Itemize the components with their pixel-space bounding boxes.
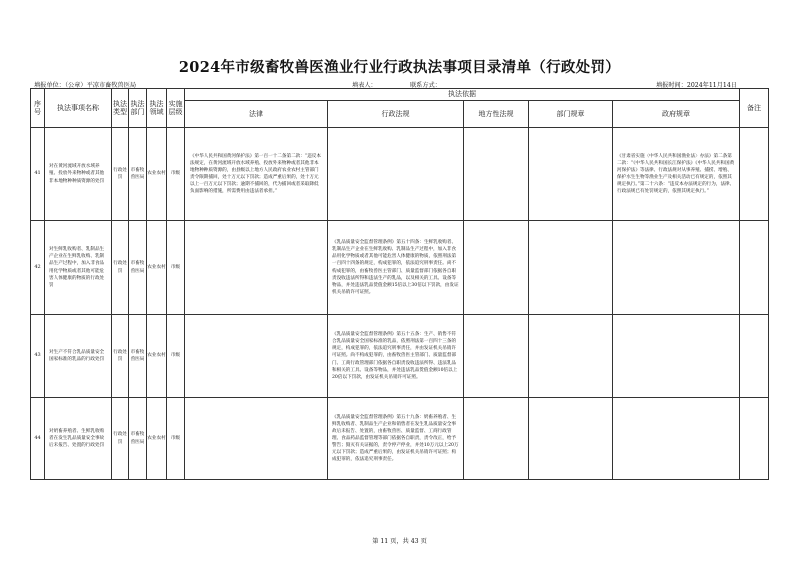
row-admin-reg: 《乳品质量安全监督管理条例》第五十九条：奶畜养殖者、生鲜乳收购者、乳制品生产企业和销售者在发生乳品质量安全事故后未报告、处置的，由畜牧兽医、质量监督、工商行政管理、食品药品监督管理等部门依据各自职责，责令改正，给予警告；毁灭有关证据的，责令停产停业，并处10万元以上20万元以下罚款；造成严重后果的，由发证机关吊销许可证照；构成犯罪的，依法追究刑事责任。 (328, 398, 464, 480)
header-local-reg: 地方性法规 (464, 101, 529, 128)
header-seq: 序号 (31, 89, 45, 128)
table-row (31, 398, 769, 480)
table-row (31, 315, 769, 398)
row-type: 行政处罚 (112, 128, 129, 221)
header-level: 实施层级 (167, 89, 185, 128)
row-level: 市级 (167, 128, 185, 221)
row-seq: 43 (31, 315, 45, 398)
header-law: 法律 (185, 101, 328, 128)
header-dept: 执法部门 (129, 89, 147, 128)
row-level: 市级 (167, 398, 185, 480)
header-item-name: 执法事项名称 (45, 89, 112, 128)
row-gov-rule: 《甘肃省实施〈中华人民共和国渔业法〉办法》第二条第二款：“《中华人民共和国长江保护法》《中华人民共和国黄河保护法》等法律、行政法规对从事养殖、捕捞、增殖、保护水生生物等渔业生产及相关活动已有规定的，依照其规定执行。”第二十六条：“违反本办法规定的行为，法律、行政法规已有处罚规定的，依照其规定执行。” (613, 128, 740, 221)
row-remark (740, 315, 769, 398)
row-admin-reg: 《乳品质量安全监督管理条例》第五十五条：生产、销售不符合乳品质量安全国家标准的乳品，依照刑法第一百四十三条的规定，构成犯罪的，依法追究刑事责任，并由发证机关吊销许可证照。尚不构成犯罪的，由畜牧兽医主管部门、质量监督部门、工商行政管理部门依据各自职责没收违法所得、违法乳品和相关的工具、设备等物品，并处违法乳品货值金额10倍以上20倍以下罚款，由发证机关吊销许可证照。 (328, 315, 464, 398)
contact-label: 联系方式： (410, 82, 441, 89)
row-law (185, 315, 328, 398)
row-field: 农业农村 (147, 398, 167, 480)
row-gov-rule (613, 221, 740, 315)
enforcement-table (30, 88, 769, 480)
row-field: 农业农村 (147, 128, 167, 221)
row-seq: 44 (31, 398, 45, 480)
row-type: 行政处罚 (112, 221, 129, 315)
table-row (31, 221, 769, 315)
row-item-name: 对奶畜养殖者、生鲜乳收购者在发生乳品质量安全事故后未报告、处置的行政处罚 (45, 398, 112, 480)
row-gov-rule (613, 398, 740, 480)
row-item-name: 对生产不符合乳品质量安全国家标准的乳品的行政处罚 (45, 315, 112, 398)
row-field: 农业农村 (147, 221, 167, 315)
row-level: 市级 (167, 221, 185, 315)
reporting-unit: 填报单位：（公章）平凉市畜牧兽医局 (34, 82, 137, 89)
header-dept-rule: 部门规章 (529, 101, 613, 128)
row-admin-reg (328, 128, 464, 221)
row-local-reg (464, 128, 529, 221)
row-item-name: 对生鲜乳收购者、乳制品生产企业在生鲜乳收购、乳制品生产过程中，加入非食品用化学物质或者其他可能危害人体健康的物质的行政处罚 (45, 221, 112, 315)
filler-label: 填表人： (352, 82, 377, 89)
row-law: 《中华人民共和国黄河保护法》第一百一十二条第二款：“违反本法规定，在黄河流域开放水域养殖、投放外来物种或者其他非本地物种种质资源的，由县级以上地方人民政府农业农村主管部门责令限期捕回，处十万元以下罚款；造成严重后果的，处十万元以上一百万元以下罚款；逾期不捕回的，代为捕回或者采取降低负面影响的措施，所需费用由违法者承担。” (185, 128, 328, 221)
row-dept: 市畜牧兽医局 (129, 398, 147, 480)
page-number: 第 11 页，共 43 页 (372, 538, 427, 545)
header-type: 执法类型 (112, 89, 129, 128)
row-dept-rule (529, 398, 613, 480)
row-dept: 市畜牧兽医局 (129, 128, 147, 221)
header-field: 执法领域 (147, 89, 167, 128)
report-date: 填报时间：2024年11月14日 (656, 82, 737, 89)
header-admin-reg: 行政法规 (328, 101, 464, 128)
row-dept: 市畜牧兽医局 (129, 221, 147, 315)
row-dept-rule (529, 315, 613, 398)
row-type: 行政处罚 (112, 398, 129, 480)
row-seq: 42 (31, 221, 45, 315)
row-item-name: 对在黄河流域开放水域养殖、投放外来物种或者其他非本地物种种质资源的处罚 (45, 128, 112, 221)
header-basis: 执法依据 (185, 89, 740, 101)
row-level: 市级 (167, 315, 185, 398)
row-gov-rule (613, 315, 740, 398)
row-field: 农业农村 (147, 315, 167, 398)
row-law (185, 221, 328, 315)
row-local-reg (464, 315, 529, 398)
row-admin-reg: 《乳品质量安全监督管理条例》第五十四条：生鲜乳收购者、乳制品生产企业在生鲜乳收购、乳制品生产过程中，加入非食品用化学物质或者其他可能危害人体健康的物质，依照刑法第一百四十四条的规定，构成犯罪的，依法追究刑事责任。尚不构成犯罪的，由畜牧兽医主管部门、质量监督部门依据各自职责没收违法所得和违法生产的乳品，以及相关的工具、设备等物品，并处违法乳品货值金额15倍以上30倍以下罚款，由发证机关吊销许可证照。 (328, 221, 464, 315)
row-seq: 41 (31, 128, 45, 221)
table-row (31, 128, 769, 221)
document-title: 2024年市级畜牧兽医渔业行业行政执法事项目录清单（行政处罚） (178, 59, 621, 76)
header-remark: 备注 (740, 89, 769, 128)
row-law (185, 398, 328, 480)
row-dept-rule (529, 128, 613, 221)
row-dept: 市畜牧兽医局 (129, 315, 147, 398)
row-remark (740, 221, 769, 315)
row-local-reg (464, 221, 529, 315)
row-local-reg (464, 398, 529, 480)
row-type: 行政处罚 (112, 315, 129, 398)
row-remark (740, 398, 769, 480)
row-remark (740, 128, 769, 221)
header-gov-rule: 政府规章 (613, 101, 740, 128)
row-dept-rule (529, 221, 613, 315)
